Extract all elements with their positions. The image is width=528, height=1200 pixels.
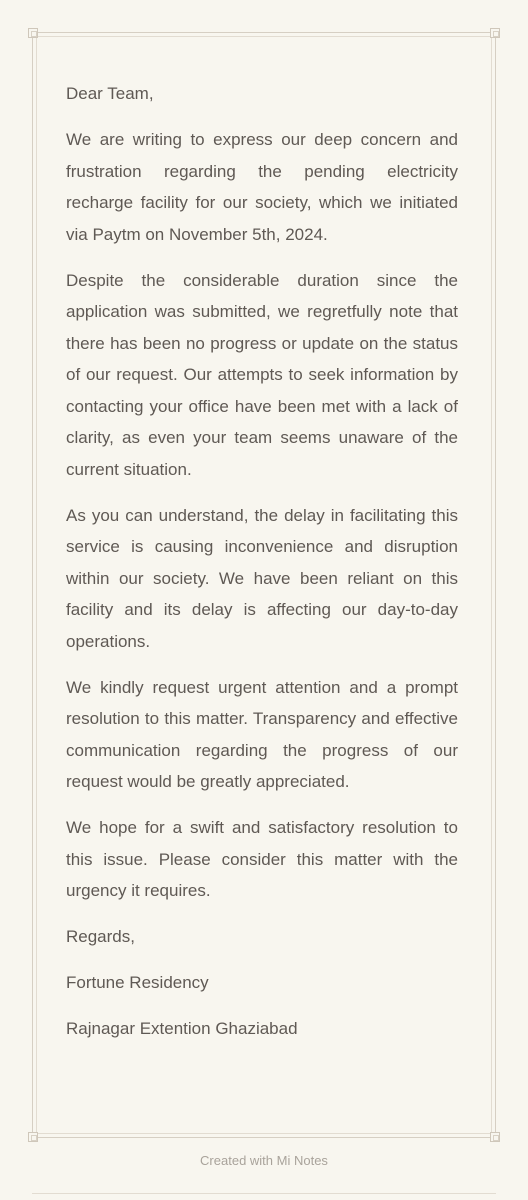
letter-paragraph-1: We are writing to express our deep concern and frustration regarding the pending electricity recharge facility for our society, which we initiated via Paytm on November 5th, 2024.	[66, 130, 458, 244]
frame-corner-ornament	[28, 1132, 38, 1142]
letter-closing: Regards,	[66, 927, 135, 946]
letter-signature-location: Rajnagar Extention Ghaziabad	[66, 1019, 298, 1038]
letter-paragraph-4: We kindly request urgent attention and a prompt resolution to this matter. Transparency and effective communication regarding the progress of our request would be greatly appreciated.	[66, 677, 458, 791]
letter-paragraph-3: As you can understand, the delay in facilitating this service is causing inconvenience and disruption within our society. We have been reliant on this facility and its delay is affecting our day-to-day operations.	[66, 505, 458, 651]
frame-corner-ornament	[490, 1132, 500, 1142]
next-frame-edge	[32, 1193, 496, 1200]
created-with-footer: Created with Mi Notes	[200, 1153, 328, 1168]
letter-paragraph-5: We hope for a swift and satisfactory resolution to this issue. Please consider this matter with the urgency it requires.	[66, 818, 458, 900]
letter-signature-name: Fortune Residency	[66, 973, 209, 992]
frame-corner-ornament	[490, 28, 500, 38]
letter-body	[66, 78, 458, 1059]
letter-salutation: Dear Team,	[66, 84, 154, 103]
letter-paragraph-2: Despite the considerable duration since the application was submitted, we regretfully note that there has been no progress or update on the status of our request. Our attempts to seek information by contacting your office have been met with a lack of clarity, as even your team seems unaware of the current situation.	[66, 270, 458, 479]
frame-corner-ornament	[28, 28, 38, 38]
